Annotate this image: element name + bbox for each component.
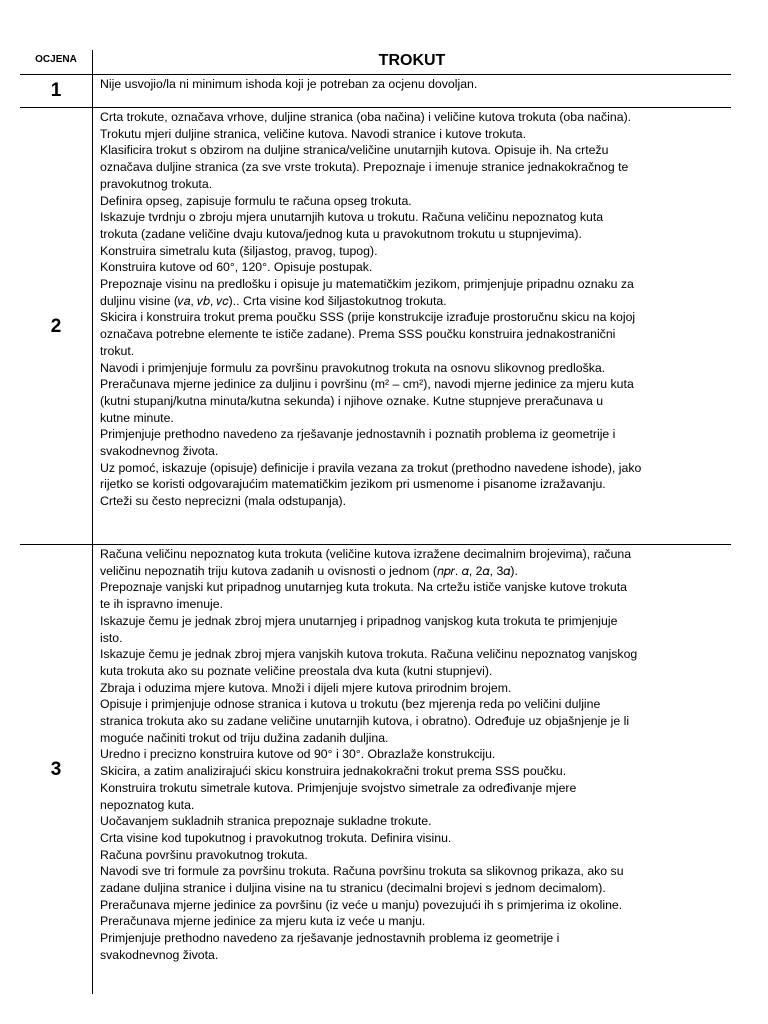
grade-3-line: te ih ispravno imenuje. (100, 597, 224, 612)
grade-2-line: Uz pomoć, iskazuje (opisuje) definicije i pravila vezana za trokut (prethodno navedene ishode), jako (100, 460, 642, 475)
grade-3-line: Preračunava mjerne jedinice za površinu (iz veće u manju) povezujući ih s primjerima iz okoline. (100, 897, 623, 912)
grade-3-line: Skicira, a zatim analizirajući skicu konstruira jednakokračni trokut prema SSS poučku. (100, 764, 567, 779)
grade-2-line: kutne minute. (100, 410, 174, 425)
grade-2-line: Crteži su često neprecizni (mala odstupanja). (100, 494, 347, 509)
grade-2-line: Crta trokute, označava vrhove, duljine stranica (oba načina) i veličine kutova trokuta (oba načina). (100, 110, 632, 124)
table-title: TROKUT (378, 52, 446, 69)
column-header-grade: OCJENA (35, 54, 77, 65)
grade-3-line: zadane duljina stranice i duljina visine na tu stranicu (decimalni brojevi s jednom decimalom). (100, 881, 606, 896)
grade-3-line: Iskazuje čemu je jednak zbroj mjera unutarnjeg i pripadnog vanjskog kuta trokuta te primjenjuje (100, 613, 618, 628)
grade-3-line: Preračunava mjerne jedinice za mjeru kuta iz veće u manju. (100, 914, 426, 929)
grade-1-number: 1 (50, 80, 62, 101)
grade-1-description (100, 76, 732, 93)
grade-2-line: trokuta (zadane veličine dvaju kutova/jednog kuta u pravokutnom trokutu u stupnjevima). (100, 226, 582, 241)
grade-2-number: 2 (50, 316, 62, 337)
grade-1-line: Nije usvojio/la ni minimum ishoda koji je potreban za ocjenu dovoljan. (100, 77, 478, 91)
grade-3-line: Crta visine kod tupokutnog i pravokutnog trokuta. Definira visinu. (100, 830, 452, 845)
grade-2-line: Konstruira kutove od 60°, 120°. Opisuje postupak. (100, 260, 373, 275)
grade-3-line: stranica trokuta ako su zadane veličine unutarnjih kutova, i obratno). Određuje uz objašnjenje je li (100, 714, 630, 729)
grade-3-line: Uočavanjem sukladnih stranica prepoznaje sukladne trokute. (100, 814, 432, 829)
grade-2-line: duljinu visine (𝑣𝑎, 𝑣𝑏, 𝑣𝑐).. Crta visine kod šiljastokutnog trokuta. (100, 293, 447, 308)
row-divider-grade-1 (20, 107, 731, 108)
row-divider-grade-2 (20, 544, 731, 545)
grade-3-line: Iskazuje čemu je jednak zbroj mjera vanjskih kutova trokuta. Računa veličinu nepoznatog vanjskog (100, 647, 638, 662)
grade-2-description (100, 109, 732, 510)
grade-2-line: Primjenjuje prethodno navedeno za rješavanje jednostavnih i poznatih problema iz geometrije i (100, 427, 616, 442)
grade-2-line: označava potrebne elemente te ističe zadane). Prema SSS poučku konstruira jednakostranični (100, 327, 616, 342)
grade-3-line: nepoznatog kuta. (100, 797, 195, 812)
grade-3-line: Navodi sve tri formule za površinu trokuta. Računa površinu trokuta sa slikovnog prikaza, ako su (100, 864, 624, 879)
row-divider-header (20, 74, 731, 75)
grade-2-line: (kutni stupanj/kutna minuta/kutna sekunda) i njihove oznake. Kutne stupnjeve preračunava u (100, 393, 604, 408)
grade-3-line: svakodnevnog života. (100, 947, 219, 962)
grade-3-line: Opisuje i primjenjuje odnose stranica i kutova u trokutu (bez mjerenja reda po veličini duljine (100, 697, 601, 712)
grade-3-line: isto. (100, 630, 123, 645)
grade-2-line: Definira opseg, zapisuje formulu te računa opseg trokuta. (100, 193, 412, 208)
grade-2-line: trokut. (100, 343, 135, 358)
grade-2-line: rijetko se koristi odgovarajućim matematičkim jezikom pri usmenome i pisanome izražavanju. (100, 477, 606, 492)
grade-2-line: označava duljine stranica (za sve vrste trokuta). Prepoznaje i imenuje stranice jednakokračnog te (100, 160, 629, 175)
grade-3-line: Primjenjuje prethodno navedeno za rješavanje jednostavnih problema iz geometrije i (100, 931, 560, 946)
grade-3-line: veličinu nepoznatih triju kutova zadanih u ovisnosti o jednom (𝑛𝑝𝑟. 𝛼, 2𝛼, 3𝛼). (100, 563, 518, 578)
grade-2-line: Preračunava mjerne jedinice za duljinu i površinu (m² – cm²), navodi mjerne jedinice za mjeru kuta (100, 377, 634, 392)
grade-2-line: Trokutu mjeri duljine stranica, veličine kutova. Navodi stranice i kutove trokuta. (100, 126, 527, 141)
grade-2-line: Klasificira trokut s obzirom na duljine stranica/veličine unutarnjih kutova. Opisuje ih. Na crtežu (100, 143, 609, 158)
grade-2-line: pravokutnog trokuta. (100, 176, 213, 191)
grade-3-number: 3 (50, 759, 62, 780)
grade-3-line: moguće načiniti trokut od triju dužina zadanih duljina. (100, 730, 389, 745)
grade-3-line: Konstruira trokutu simetrale kutova. Primjenjuje svojstvo simetrale za određivanje mjere (100, 780, 577, 795)
grade-3-line: Zbraja i oduzima mjere kutova. Množi i dijeli mjere kutova prirodnim brojem. (100, 680, 512, 695)
grade-3-line: Prepoznaje vanjski kut pripadnog unutarnjeg kuta trokuta. Na crtežu ističe vanjske kutove trokuta (100, 580, 628, 595)
grade-3-line: kuta trokuta ako su poznate veličine preostala dva kuta (kutni stupnjevi). (100, 663, 493, 678)
column-divider (92, 50, 93, 994)
grade-2-line: Skicira i konstruira trokut prema poučku SSS (prije konstrukcije izrađuje prostoručnu skicu na kojoj (100, 310, 636, 325)
grade-3-line: Računa veličinu nepoznatog kuta trokuta (veličine kutova izražene decimalnim brojevima), računa (100, 547, 632, 561)
grade-3-line: Računa površinu pravokutnog trokuta. (100, 847, 308, 862)
grade-2-line: svakodnevnog života. (100, 444, 219, 459)
grade-2-line: Prepoznaje visinu na predlošku i opisuje ju matematičkim jezikom, primjenjuje pripadnu oznaku za (100, 277, 634, 292)
grade-2-line: Iskazuje tvrdnju o zbroju mjera unutarnjih kutova u trokutu. Računa veličinu nepoznatog kuta (100, 210, 604, 225)
grade-3-description (100, 546, 732, 964)
grade-3-line: Uredno i precizno konstruira kutove od 90° i 30°. Obrazlaže konstrukciju. (100, 747, 496, 762)
grade-2-line: Navodi i primjenjuje formulu za površinu pravokutnog trokuta na osnovu slikovnog predloška. (100, 360, 606, 375)
grade-2-line: Konstruira simetralu kuta (šiljastog, pravog, tupog). (100, 243, 378, 258)
